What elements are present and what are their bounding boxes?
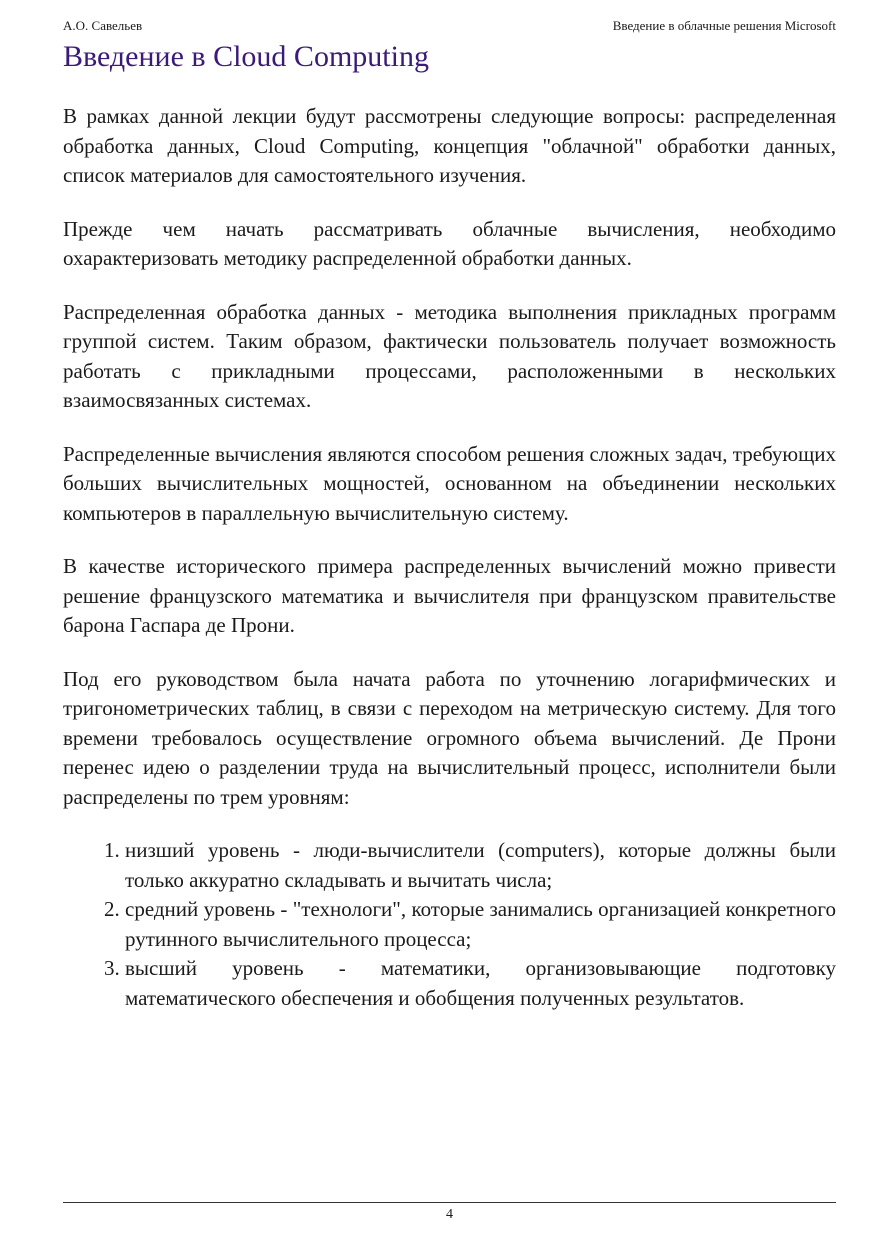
- paragraph-historical-example: В качестве исторического примера распределенных вычислений можно привести решение французского математика и вычислителя при французском правительстве барона Гаспара де Прони.: [63, 554, 836, 637]
- list-item: 2. средний уровень - "технологи", которые занимались организацией конкретного рутинного вычислительного процесса;: [125, 895, 836, 954]
- paragraph-distributed-computing: Распределенные вычисления являются способом решения сложных задач, требующих больших вычислительных мощностей, основанном на объединении нескольких компьютеров в параллельную вычислительную систему.: [63, 441, 836, 525]
- document-page: [63, 0, 836, 1241]
- header-course-title: Введение в облачные решения Microsoft: [612, 18, 836, 33]
- page-title: Введение в Cloud Computing: [63, 40, 429, 73]
- header-author: А.О. Савельев: [63, 18, 143, 33]
- paragraph-distributed-processing: Распределенная обработка данных - методика выполнения прикладных программ группой систем. Таким образом, фактически пользователь получает возможность работать с прикладными процессами, расположенными в нескольких взаимосвязанных системах.: [63, 299, 836, 412]
- paragraph-preface: Прежде чем начать рассматривать облачные вычисления, необходимо охарактеризовать методику распределенной обработки данных.: [63, 216, 836, 270]
- footer-divider: [63, 1202, 836, 1203]
- paragraph-de-prony: Под его руководством была начата работа по уточнению логарифмических и тригонометрических таблиц, в связи с переходом на метрическую систему. Для того времени требовалось осуществление огромного объема вычислений. Де Прони перенес идею о разделении труда на вычислительный процесс, исполнители были распределены по трем уровням:: [63, 666, 836, 809]
- running-header: [63, 17, 836, 35]
- body-text: [63, 102, 836, 1013]
- list-item: 1. низший уровень - люди-вычислители (computers), которые должны были только аккуратно складывать и вычитать числа;: [125, 836, 836, 895]
- levels-list: [63, 836, 836, 1013]
- page-number: 4: [446, 1207, 453, 1222]
- paragraph-intro: В рамках данной лекции будут рассмотрены следующие вопросы: распределенная обработка данных, Cloud Computing, концепция "облачной" обработки данных, список материалов для самостоятельного изучения.: [63, 104, 836, 187]
- list-item: 3. высший уровень - математики, организовывающие подготовку математического обеспечения и обобщения полученных результатов.: [125, 954, 836, 1013]
